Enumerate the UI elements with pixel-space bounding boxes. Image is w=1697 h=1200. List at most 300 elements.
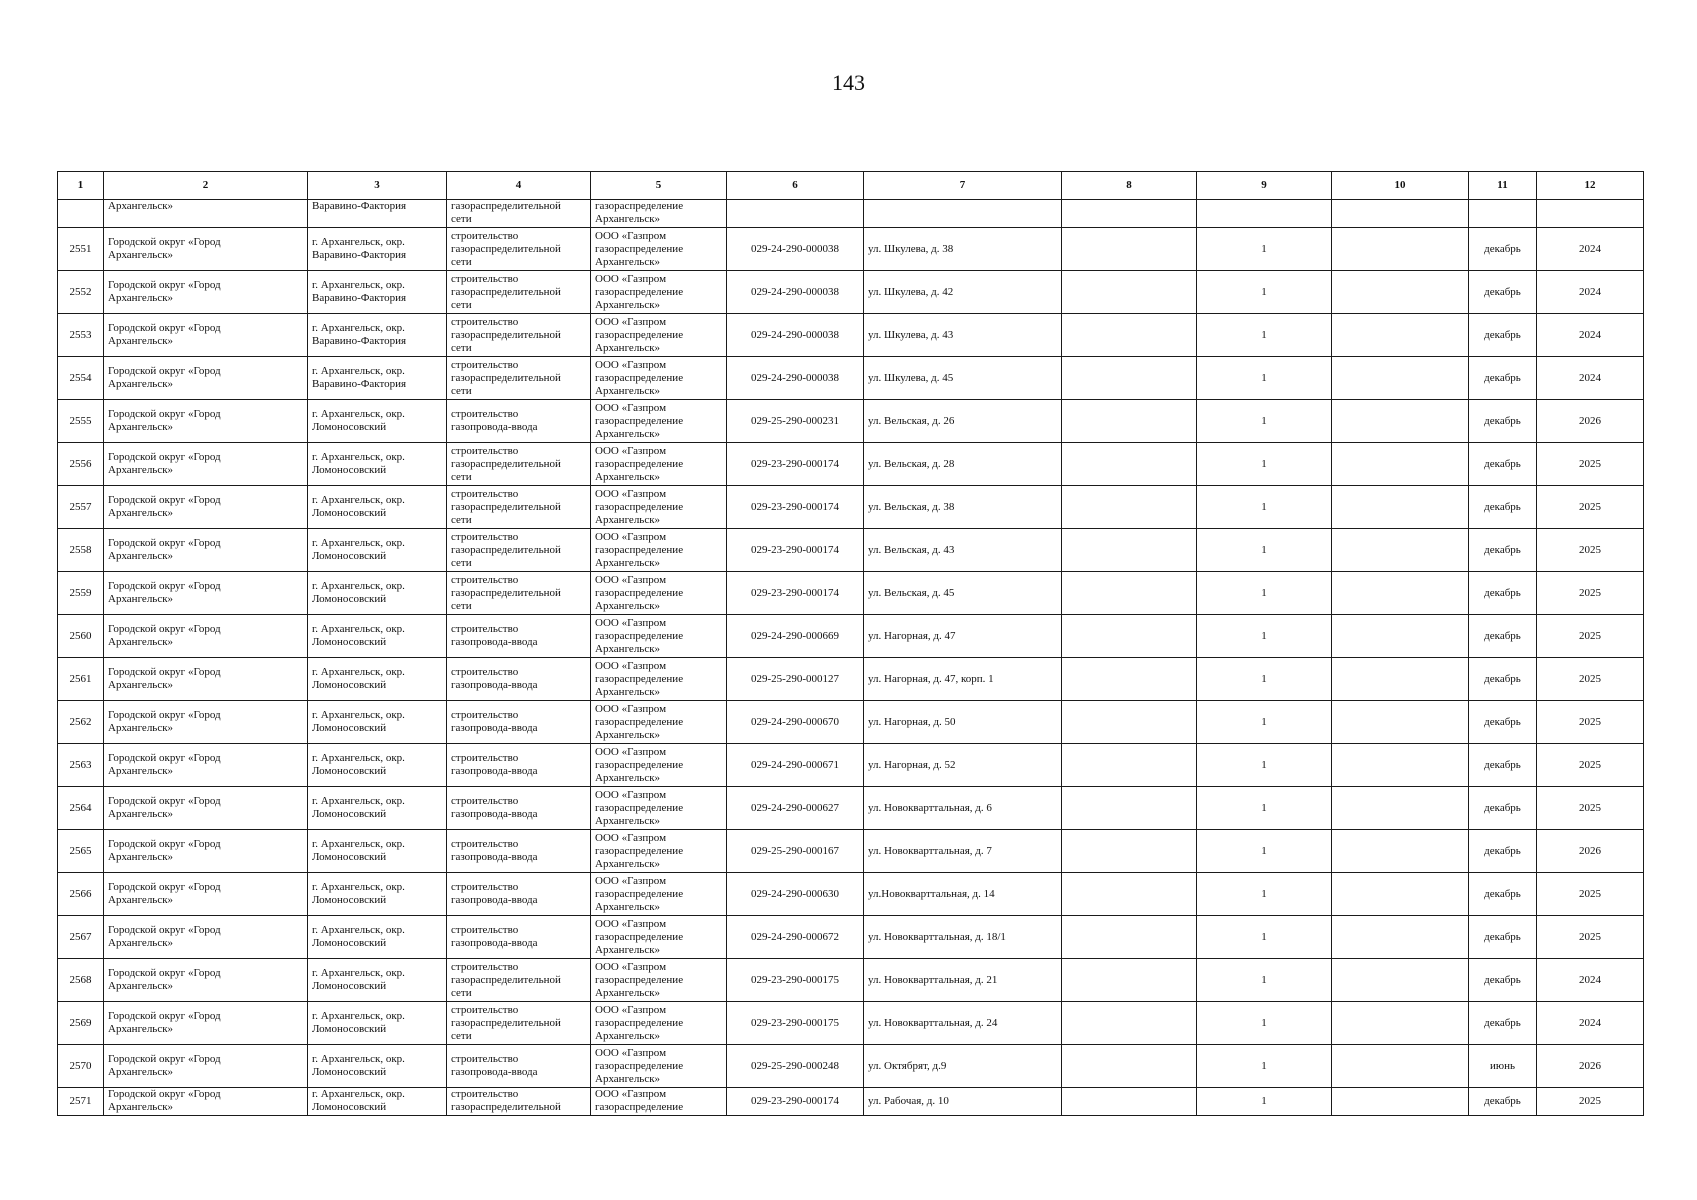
table-row [58, 1088, 1644, 1116]
table-row [58, 787, 1644, 830]
cell-work: строительство газопровода-ввода [447, 744, 591, 787]
table-row [58, 701, 1644, 744]
cell-org: ООО «Газпром газораспределение Архангельск» [591, 1045, 727, 1088]
cell-work: строительство газораспределительной сети [447, 959, 591, 1002]
cell-month: декабрь [1469, 228, 1537, 271]
cell-code: 029-23-290-000174 [727, 486, 864, 529]
cell-year: 2024 [1537, 314, 1644, 357]
cell-org: ООО «Газпром газораспределение Архангельск» [591, 615, 727, 658]
header-col-12: 12 [1537, 172, 1644, 200]
cell-address: ул. Нагорная, д. 50 [864, 701, 1062, 744]
cell-org: ООО «Газпром газораспределение Архангельск» [591, 873, 727, 916]
cell-municipality: Городской округ «Город Архангельск» [104, 228, 308, 271]
cell-c8 [1062, 916, 1197, 959]
cell-year: 2026 [1537, 400, 1644, 443]
cell-c8 [1062, 200, 1197, 228]
cell-c8 [1062, 400, 1197, 443]
cell-c9: 1 [1197, 529, 1332, 572]
cell-month: декабрь [1469, 959, 1537, 1002]
cell-c8 [1062, 357, 1197, 400]
cell-locality: г. Архангельск, окр. Ломоносовский [308, 400, 447, 443]
cell-c8 [1062, 572, 1197, 615]
cell-c10 [1332, 959, 1469, 1002]
cell-address: ул. Вельская, д. 28 [864, 443, 1062, 486]
cell-locality: г. Архангельск, окр. Ломоносовский [308, 529, 447, 572]
cell-work: строительство газопровода-ввода [447, 873, 591, 916]
cell-num: 2564 [58, 787, 104, 830]
cell-locality: г. Архангельск, окр. Ломоносовский [308, 486, 447, 529]
cell-address: ул. Нагорная, д. 47, корп. 1 [864, 658, 1062, 701]
cell-c9: 1 [1197, 400, 1332, 443]
cell-c9: 1 [1197, 873, 1332, 916]
cell-num: 2571 [58, 1088, 104, 1116]
header-col-2: 2 [104, 172, 308, 200]
cell-address: ул. Новокварттальная, д. 21 [864, 959, 1062, 1002]
cell-year [1537, 200, 1644, 228]
cell-municipality: Архангельск» [104, 200, 308, 228]
cell-municipality: Городской округ «Город Архангельск» [104, 486, 308, 529]
table-body [58, 200, 1644, 1116]
cell-code: 029-24-290-000038 [727, 314, 864, 357]
cell-municipality: Городской округ «Город Архангельск» [104, 357, 308, 400]
cell-month: декабрь [1469, 744, 1537, 787]
cell-c10 [1332, 916, 1469, 959]
cell-month: декабрь [1469, 357, 1537, 400]
cell-org: ООО «Газпром газораспределение Архангельск» [591, 271, 727, 314]
cell-code: 029-24-290-000038 [727, 228, 864, 271]
header-col-6: 6 [727, 172, 864, 200]
cell-num: 2563 [58, 744, 104, 787]
cell-work: газораспределительной сети [447, 200, 591, 228]
cell-municipality: Городской округ «Город Архангельск» [104, 873, 308, 916]
header-col-9: 9 [1197, 172, 1332, 200]
cell-work: строительство газораспределительной сети [447, 271, 591, 314]
cell-month: июнь [1469, 1045, 1537, 1088]
cell-year: 2025 [1537, 486, 1644, 529]
cell-work: строительство газораспределительной сети [447, 1002, 591, 1045]
cell-c10 [1332, 200, 1469, 228]
cell-month: декабрь [1469, 830, 1537, 873]
cell-code: 029-25-290-000231 [727, 400, 864, 443]
cell-c10 [1332, 701, 1469, 744]
cell-num: 2569 [58, 1002, 104, 1045]
cell-c10 [1332, 1045, 1469, 1088]
table-row [58, 615, 1644, 658]
cell-address: ул. Шкулева, д. 45 [864, 357, 1062, 400]
cell-c9: 1 [1197, 658, 1332, 701]
cell-num: 2560 [58, 615, 104, 658]
cell-address: ул. Нагорная, д. 52 [864, 744, 1062, 787]
cell-org: газораспределение Архангельск» [591, 200, 727, 228]
continued-row [58, 200, 1644, 228]
cell-work: строительство газопровода-ввода [447, 701, 591, 744]
cell-work: строительство газопровода-ввода [447, 658, 591, 701]
cell-locality: г. Архангельск, окр. Ломоносовский [308, 1045, 447, 1088]
cell-month: декабрь [1469, 916, 1537, 959]
cell-c9: 1 [1197, 1045, 1332, 1088]
cell-locality: г. Архангельск, окр. Ломоносовский [308, 658, 447, 701]
cell-c9: 1 [1197, 916, 1332, 959]
cell-num [58, 200, 104, 228]
cell-c8 [1062, 701, 1197, 744]
cell-code: 029-24-290-000672 [727, 916, 864, 959]
cell-month: декабрь [1469, 873, 1537, 916]
table-row [58, 658, 1644, 701]
cell-locality: г. Архангельск, окр. Варавино-Фактория [308, 314, 447, 357]
cell-c10 [1332, 357, 1469, 400]
cell-org: ООО «Газпром газораспределение Архангельск» [591, 1002, 727, 1045]
cell-month: декабрь [1469, 701, 1537, 744]
cell-c8 [1062, 787, 1197, 830]
cell-year: 2024 [1537, 271, 1644, 314]
cell-c10 [1332, 486, 1469, 529]
table-row [58, 1002, 1644, 1045]
table-row [58, 228, 1644, 271]
cell-year: 2025 [1537, 658, 1644, 701]
cell-c10 [1332, 529, 1469, 572]
cell-address: ул. Шкулева, д. 38 [864, 228, 1062, 271]
cell-locality: г. Архангельск, окр. Ломоносовский [308, 873, 447, 916]
cell-municipality: Городской округ «Город Архангельск» [104, 314, 308, 357]
cell-code: 029-24-290-000038 [727, 271, 864, 314]
cell-num: 2558 [58, 529, 104, 572]
cell-year: 2025 [1537, 443, 1644, 486]
table-header [58, 172, 1644, 200]
cell-month [1469, 200, 1537, 228]
cell-c9 [1197, 200, 1332, 228]
header-col-8: 8 [1062, 172, 1197, 200]
cell-address: ул. Октябрят, д.9 [864, 1045, 1062, 1088]
cell-c10 [1332, 1088, 1469, 1116]
cell-org: ООО «Газпром газораспределение Архангельск» [591, 572, 727, 615]
cell-c8 [1062, 228, 1197, 271]
cell-address: ул. Новокварттальная, д. 24 [864, 1002, 1062, 1045]
cell-locality: г. Архангельск, окр. Ломоносовский [308, 787, 447, 830]
header-row [58, 172, 1644, 200]
cell-c9: 1 [1197, 1002, 1332, 1045]
cell-c10 [1332, 1002, 1469, 1045]
cell-c9: 1 [1197, 228, 1332, 271]
cell-address: ул.Новокварттальная, д. 14 [864, 873, 1062, 916]
cell-code: 029-23-290-000175 [727, 959, 864, 1002]
cell-municipality: Городской округ «Город Архангельск» [104, 443, 308, 486]
cell-address [864, 200, 1062, 228]
cell-work: строительство газораспределительной сети [447, 357, 591, 400]
cell-c10 [1332, 744, 1469, 787]
cell-year: 2025 [1537, 916, 1644, 959]
cell-org: ООО «Газпром газораспределение Архангельск» [591, 916, 727, 959]
header-col-3: 3 [308, 172, 447, 200]
cell-year: 2025 [1537, 787, 1644, 830]
table-row [58, 357, 1644, 400]
cell-municipality: Городской округ «Город Архангельск» [104, 830, 308, 873]
cell-c8 [1062, 1088, 1197, 1116]
cell-work: строительство газораспределительной сети [447, 486, 591, 529]
cell-c8 [1062, 744, 1197, 787]
table-row [58, 271, 1644, 314]
table-row [58, 916, 1644, 959]
cell-c9: 1 [1197, 443, 1332, 486]
cell-month: декабрь [1469, 572, 1537, 615]
cell-code: 029-24-290-000627 [727, 787, 864, 830]
cell-work: строительство газораспределительной [447, 1088, 591, 1116]
cell-year: 2024 [1537, 228, 1644, 271]
cell-municipality: Городской округ «Город Архангельск» [104, 916, 308, 959]
cell-municipality: Городской округ «Город Архангельск» [104, 701, 308, 744]
cell-year: 2024 [1537, 357, 1644, 400]
cell-num: 2559 [58, 572, 104, 615]
cell-code: 029-25-290-000167 [727, 830, 864, 873]
cell-locality: г. Архангельск, окр. Варавино-Фактория [308, 357, 447, 400]
cell-address: ул. Новокварттальная, д. 6 [864, 787, 1062, 830]
cell-locality: г. Архангельск, окр. Ломоносовский [308, 744, 447, 787]
cell-c9: 1 [1197, 701, 1332, 744]
cell-c8 [1062, 314, 1197, 357]
cell-work: строительство газопровода-ввода [447, 1045, 591, 1088]
cell-code: 029-24-290-000670 [727, 701, 864, 744]
cell-c10 [1332, 271, 1469, 314]
cell-num: 2565 [58, 830, 104, 873]
cell-locality: г. Архангельск, окр. Ломоносовский [308, 701, 447, 744]
cell-c10 [1332, 443, 1469, 486]
cell-c10 [1332, 572, 1469, 615]
cell-locality: Варавино-Фактория [308, 200, 447, 228]
cell-work: строительство газораспределительной сети [447, 572, 591, 615]
cell-c9: 1 [1197, 572, 1332, 615]
cell-address: ул. Вельская, д. 38 [864, 486, 1062, 529]
cell-num: 2551 [58, 228, 104, 271]
cell-org: ООО «Газпром газораспределение Архангельск» [591, 486, 727, 529]
cell-locality: г. Архангельск, окр. Ломоносовский [308, 1002, 447, 1045]
cell-work: строительство газораспределительной сети [447, 529, 591, 572]
cell-num: 2553 [58, 314, 104, 357]
cell-work: строительство газораспределительной сети [447, 314, 591, 357]
cell-municipality: Городской округ «Город Архангельск» [104, 529, 308, 572]
cell-municipality: Городской округ «Город Архангельск» [104, 615, 308, 658]
cell-municipality: Городской округ «Город Архангельск» [104, 787, 308, 830]
cell-municipality: Городской округ «Город Архангельск» [104, 400, 308, 443]
cell-locality: г. Архангельск, окр. Варавино-Фактория [308, 228, 447, 271]
cell-c10 [1332, 314, 1469, 357]
cell-c10 [1332, 228, 1469, 271]
table-row [58, 486, 1644, 529]
header-col-10: 10 [1332, 172, 1469, 200]
cell-address: ул. Вельская, д. 43 [864, 529, 1062, 572]
cell-year: 2025 [1537, 701, 1644, 744]
cell-c10 [1332, 830, 1469, 873]
cell-year: 2025 [1537, 744, 1644, 787]
cell-code: 029-24-290-000630 [727, 873, 864, 916]
cell-c9: 1 [1197, 314, 1332, 357]
cell-org: ООО «Газпром газораспределение Архангельск» [591, 443, 727, 486]
cell-year: 2025 [1537, 529, 1644, 572]
table-row [58, 314, 1644, 357]
cell-org: ООО «Газпром газораспределение Архангельск» [591, 701, 727, 744]
cell-year: 2025 [1537, 615, 1644, 658]
cell-code: 029-23-290-000175 [727, 1002, 864, 1045]
cell-code: 029-25-290-000127 [727, 658, 864, 701]
cell-c8 [1062, 1045, 1197, 1088]
cell-locality: г. Архангельск, окр. Ломоносовский [308, 1088, 447, 1116]
cell-month: декабрь [1469, 486, 1537, 529]
table-row [58, 830, 1644, 873]
cell-month: декабрь [1469, 615, 1537, 658]
cell-c9: 1 [1197, 1088, 1332, 1116]
header-col-11: 11 [1469, 172, 1537, 200]
header-col-5: 5 [591, 172, 727, 200]
cell-org: ООО «Газпром газораспределение Архангельск» [591, 830, 727, 873]
cell-org: ООО «Газпром газораспределение Архангельск» [591, 357, 727, 400]
cell-org: ООО «Газпром газораспределение Архангельск» [591, 400, 727, 443]
cell-code: 029-24-290-000669 [727, 615, 864, 658]
cell-municipality: Городской округ «Город Архангельск» [104, 1045, 308, 1088]
cell-num: 2568 [58, 959, 104, 1002]
table-row [58, 443, 1644, 486]
cell-year: 2024 [1537, 959, 1644, 1002]
cell-c9: 1 [1197, 959, 1332, 1002]
cell-c8 [1062, 873, 1197, 916]
cell-c8 [1062, 486, 1197, 529]
cell-c9: 1 [1197, 830, 1332, 873]
cell-address: ул. Нагорная, д. 47 [864, 615, 1062, 658]
cell-c8 [1062, 959, 1197, 1002]
cell-work: строительство газораспределительной сети [447, 443, 591, 486]
cell-code [727, 200, 864, 228]
cell-locality: г. Архангельск, окр. Ломоносовский [308, 959, 447, 1002]
cell-year: 2026 [1537, 1045, 1644, 1088]
cell-municipality: Городской округ «Город Архангельск» [104, 744, 308, 787]
table-row [58, 529, 1644, 572]
cell-c8 [1062, 529, 1197, 572]
table-row [58, 400, 1644, 443]
cell-org: ООО «Газпром газораспределение Архангельск» [591, 787, 727, 830]
cell-num: 2570 [58, 1045, 104, 1088]
cell-locality: г. Архангельск, окр. Ломоносовский [308, 830, 447, 873]
cell-municipality: Городской округ «Город Архангельск» [104, 572, 308, 615]
cell-address: ул. Рабочая, д. 10 [864, 1088, 1062, 1116]
header-col-7: 7 [864, 172, 1062, 200]
table-row [58, 744, 1644, 787]
table-row [58, 873, 1644, 916]
cell-code: 029-23-290-000174 [727, 1088, 864, 1116]
cell-month: декабрь [1469, 787, 1537, 830]
cell-code: 029-23-290-000174 [727, 529, 864, 572]
cell-c9: 1 [1197, 615, 1332, 658]
cell-address: ул. Вельская, д. 26 [864, 400, 1062, 443]
page-number: 143 [832, 70, 865, 95]
cell-org: ООО «Газпром газораспределение [591, 1088, 727, 1116]
cell-code: 029-23-290-000174 [727, 572, 864, 615]
cell-year: 2026 [1537, 830, 1644, 873]
cell-org: ООО «Газпром газораспределение Архангельск» [591, 658, 727, 701]
cell-work: строительство газораспределительной сети [447, 228, 591, 271]
cell-c8 [1062, 271, 1197, 314]
cell-c9: 1 [1197, 271, 1332, 314]
cell-code: 029-23-290-000174 [727, 443, 864, 486]
cell-municipality: Городской округ «Город Архангельск» [104, 959, 308, 1002]
cell-address: ул. Новокварттальная, д. 7 [864, 830, 1062, 873]
cell-locality: г. Архангельск, окр. Ломоносовский [308, 443, 447, 486]
cell-work: строительство газопровода-ввода [447, 615, 591, 658]
cell-c10 [1332, 658, 1469, 701]
cell-c10 [1332, 615, 1469, 658]
cell-locality: г. Архангельск, окр. Ломоносовский [308, 572, 447, 615]
cell-month: декабрь [1469, 271, 1537, 314]
cell-c9: 1 [1197, 744, 1332, 787]
cell-c8 [1062, 830, 1197, 873]
cell-c8 [1062, 658, 1197, 701]
header-col-1: 1 [58, 172, 104, 200]
cell-municipality: Городской округ «Город Архангельск» [104, 271, 308, 314]
table-row [58, 959, 1644, 1002]
cell-num: 2562 [58, 701, 104, 744]
cell-c9: 1 [1197, 357, 1332, 400]
cell-year: 2024 [1537, 1002, 1644, 1045]
cell-num: 2552 [58, 271, 104, 314]
cell-c10 [1332, 400, 1469, 443]
table-row [58, 572, 1644, 615]
table-row [58, 1045, 1644, 1088]
cell-month: декабрь [1469, 443, 1537, 486]
cell-num: 2556 [58, 443, 104, 486]
cell-c10 [1332, 787, 1469, 830]
cell-locality: г. Архангельск, окр. Варавино-Фактория [308, 271, 447, 314]
cell-year: 2025 [1537, 572, 1644, 615]
header-col-4: 4 [447, 172, 591, 200]
cell-locality: г. Архангельск, окр. Ломоносовский [308, 615, 447, 658]
cell-month: декабрь [1469, 1002, 1537, 1045]
cell-month: декабрь [1469, 529, 1537, 572]
cell-c8 [1062, 1002, 1197, 1045]
cell-work: строительство газопровода-ввода [447, 916, 591, 959]
cell-address: ул. Шкулева, д. 43 [864, 314, 1062, 357]
cell-code: 029-24-290-000671 [727, 744, 864, 787]
cell-month: декабрь [1469, 314, 1537, 357]
cell-org: ООО «Газпром газораспределение Архангельск» [591, 744, 727, 787]
cell-code: 029-24-290-000038 [727, 357, 864, 400]
cell-work: строительство газопровода-ввода [447, 787, 591, 830]
cell-code: 029-25-290-000248 [727, 1045, 864, 1088]
cell-num: 2557 [58, 486, 104, 529]
cell-work: строительство газопровода-ввода [447, 400, 591, 443]
cell-num: 2561 [58, 658, 104, 701]
cell-c10 [1332, 873, 1469, 916]
cell-org: ООО «Газпром газораспределение Архангельск» [591, 228, 727, 271]
cell-address: ул. Новокварттальная, д. 18/1 [864, 916, 1062, 959]
cell-month: декабрь [1469, 1088, 1537, 1116]
cell-num: 2554 [58, 357, 104, 400]
cell-num: 2567 [58, 916, 104, 959]
cell-num: 2555 [58, 400, 104, 443]
cell-c8 [1062, 615, 1197, 658]
cell-municipality: Городской округ «Город Архангельск» [104, 658, 308, 701]
cell-c9: 1 [1197, 486, 1332, 529]
cell-year: 2025 [1537, 873, 1644, 916]
cell-month: декабрь [1469, 400, 1537, 443]
cell-org: ООО «Газпром газораспределение Архангельск» [591, 959, 727, 1002]
cell-municipality: Городской округ «Город Архангельск» [104, 1088, 308, 1116]
cell-c9: 1 [1197, 787, 1332, 830]
cell-org: ООО «Газпром газораспределение Архангельск» [591, 529, 727, 572]
cell-municipality: Городской округ «Город Архангельск» [104, 1002, 308, 1045]
cell-year: 2025 [1537, 1088, 1644, 1116]
cell-work: строительство газопровода-ввода [447, 830, 591, 873]
cell-address: ул. Вельская, д. 45 [864, 572, 1062, 615]
cell-address: ул. Шкулева, д. 42 [864, 271, 1062, 314]
cell-num: 2566 [58, 873, 104, 916]
cell-c8 [1062, 443, 1197, 486]
cell-month: декабрь [1469, 658, 1537, 701]
